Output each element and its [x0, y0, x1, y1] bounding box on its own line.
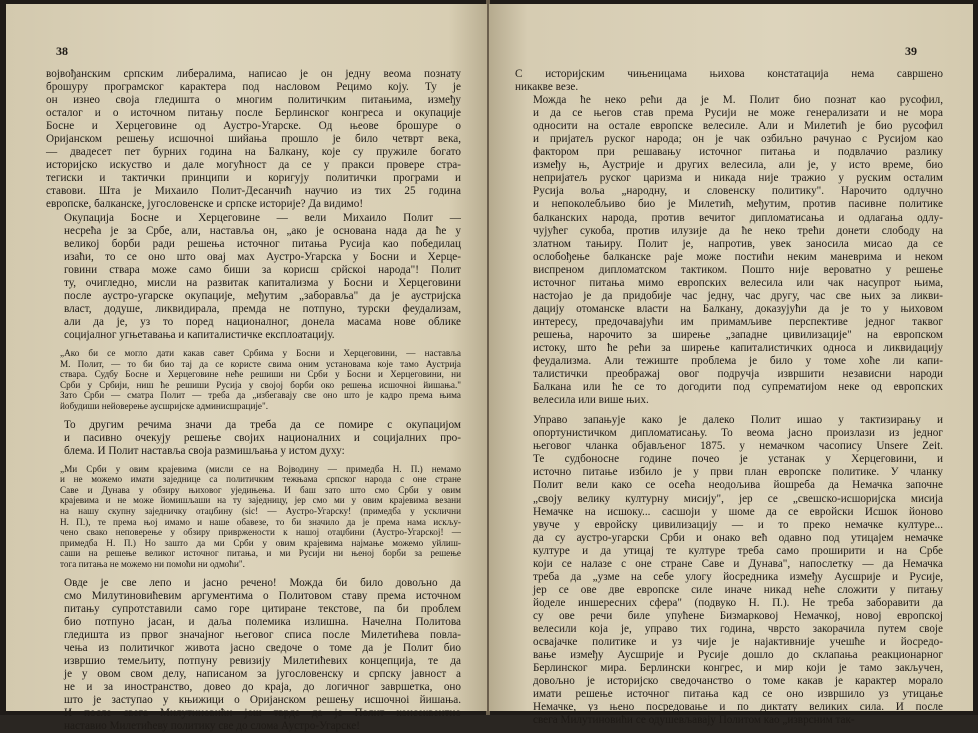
- text-line: и пријатељ руског народа; он је чак озбиљно рачунао с Русијом као: [533, 133, 943, 146]
- text-line: чено свако неповерење у обзиру привржености к нашој отаџбини (Аустро-Угарској! —: [60, 527, 461, 538]
- text-line: изаћи, то се оно што овај мах Аустро-Угарска у Босни и Херце-: [64, 250, 461, 263]
- text-line: не и за иностранство, довео до краја, до логичног завршетка, оно: [64, 681, 461, 693]
- text-line: освајачке политике и уз чије је најактивније учешће и йосредо-: [533, 636, 943, 649]
- text-line: саши на решење великог источног питања, и ми Русији ни њеној борби за решење: [60, 548, 461, 559]
- text-line: „Ми Срби у овим крајевима (мисли се на Војводину — примедба Н. П.) немамо: [60, 463, 461, 474]
- text-line: фактором при решавању источног питања и подвлачио разлику: [533, 146, 943, 159]
- text-line: балканских народа, против вечитог дипломатисања и одлагања одлу-: [533, 211, 943, 224]
- text-line: он изнео своја гледишта о многим политичким питањима, између: [46, 94, 461, 107]
- text-line: Русија воља „народну, и словенску политику". Нарочито одлучно: [533, 185, 943, 198]
- text-line: Окупација Босне и Херцеговине — вели Михаило Полит —: [64, 211, 461, 224]
- page-text: [515, 68, 943, 727]
- text-line: који се налазе с оне стране Саве и Дунава", напослетку — да Немачка: [533, 557, 943, 570]
- text-line: опортунистичком дипломатисању. То веома јасно произлази из једног: [533, 427, 943, 440]
- text-line: су ове речи биле упућене Бизмарковој Немачкој, новој европској: [533, 609, 943, 622]
- text-line: јер се ове две европске силе иначе никад неће сложити у питању: [533, 583, 943, 596]
- text-line: његовог чланка објављеног 1875. у немачком часопису Unsere Zeit.: [533, 440, 943, 453]
- text-line: велесила или више њих.: [533, 394, 649, 407]
- text-line: ослобођење балканске раје може постићи неким маневрима и неком: [533, 250, 943, 263]
- text-line: крајевима и не може йомишљаши на ту заједницу, јер смо ми у овим крајевима везани: [60, 495, 461, 506]
- text-line: и да се његов став према Русији не може генерализати и не мора: [533, 107, 943, 120]
- text-line: имати решење источног питања кад се оно извршило уз утицање: [533, 688, 943, 701]
- text-line: вање између Аусшрије и Русије дошло до склапања реакционарног: [533, 649, 943, 662]
- text-line: после аустро-угарске окупације, међутим „заборавља" да је аустријска: [64, 289, 461, 302]
- text-line: интересу, предочавајући им примамљиве перспективе једног таквог: [533, 315, 943, 328]
- text-line: источно питање избило је у први план европске политике. У чланку: [533, 466, 943, 479]
- text-line: осталог и о источном питању после Берлинског конгреса и окупације: [46, 107, 461, 120]
- text-line: културе и да утицај те културе треба само проширити и на Србе: [533, 544, 943, 557]
- text-line: и непоколебљиво био је Милетић, међутим, против пасивне политике: [533, 198, 943, 211]
- text-line: свега Милутиновићи се одушевљавају Политом као „изврсним так-: [533, 714, 855, 727]
- text-line: питању супротставили само горе цитиране текстове, па би проблем: [64, 602, 461, 615]
- text-line: био потпуно јасан, и даља полемика излишна. Начелна Политова: [64, 615, 461, 628]
- text-line: Зато Срби — сматра Полит — треба да „избегавају све оно што је кадро према њима: [60, 390, 461, 401]
- text-line: М. Полит, — то би био тај да се користе свима оним установама које тамо Аустрија: [60, 358, 461, 369]
- text-line: блема. И Полит наставља своја размишљања у истом духу:: [64, 444, 345, 457]
- text-line: И после свега Милутиновићи још тврде да је Полит консеквентно: [64, 707, 461, 720]
- text-line: Оријанском решењу исшочноі шийања прошло је било четврт века,: [46, 133, 461, 146]
- text-line: Полит вели како се осећа неодољива йошреба да Немачка започне: [533, 479, 943, 492]
- text-line: — двадесет пет бурних година на Балкану, које су пружиле богато: [46, 146, 461, 159]
- text-line: никакве везе.: [515, 81, 579, 94]
- text-line: односити на остале европске велесиле. Али и Милетић је био русофил: [533, 120, 943, 133]
- text-line: војвођанским српским либералима, написао је он једну веома познату: [46, 68, 461, 80]
- page-text: [46, 68, 461, 733]
- text-line: Можда ће неко рећи да је М. Полит био познат као русофил,: [533, 94, 943, 107]
- text-line: йобудиши нейоверење аусшријске админисшрације".: [60, 400, 269, 411]
- text-line: непријатељ руског царизма и никада није тражио у руским осталим: [533, 172, 943, 185]
- text-line: талистички преображај овог подручја извршити независни народи: [533, 368, 943, 381]
- text-line: историјско искуство и дале могућност да се у пракси провере стра-: [46, 159, 461, 172]
- left-page: [6, 4, 487, 733]
- text-line: што је заступао у књижици о Оријанском решењу исшочноі йишања.: [64, 694, 461, 707]
- text-line: наставио Милетићеву политику све до слома Аустро-Угарске!: [64, 720, 360, 733]
- body-paragraph: [46, 419, 461, 458]
- text-line: велесили која је, управо тих година, чврсто закорачила путем своје: [533, 622, 943, 635]
- body-paragraph: [515, 68, 943, 94]
- body-paragraph: [515, 94, 943, 407]
- text-line: ставови. Шта је Михаило Полит-Десанчић научио из тих 25 година: [46, 185, 461, 198]
- text-line: ствара. Судбу Босне и Херцеговине неће решиши ни Срби у Босни и Херцеговини, ни: [60, 369, 461, 380]
- text-line: Берлинског мира. Берлински конгрес, и мир који је тамо закључен,: [533, 662, 943, 675]
- footnote-paragraph: [46, 464, 461, 570]
- text-line: увуче у евройску цивилизацију — и то преко немачке културе...: [533, 518, 943, 531]
- text-line: несрећа је за Србе, али, наставља он, „ако је основана нада да ће у: [64, 224, 461, 237]
- text-line: Немачке, уз њено посредовање и по диктату великих сила. И после: [533, 701, 943, 714]
- text-line: власт, додуше, ликвидирала, премда не потпуно, турски феудализам,: [64, 302, 461, 315]
- text-line: Те судбоносне године почео је устанак у Херцеговини, и: [533, 453, 943, 466]
- text-line: „своју велику културну мисију", јер се „свешско-исшоријска мисија: [533, 492, 943, 505]
- text-line: да су аустро-угарски Срби и онако већ одавно под утицајем немачке: [533, 531, 943, 544]
- text-line: Управо запањује како је далеко Полит ишао у тактизирању и: [533, 414, 943, 427]
- footnote-paragraph: [46, 348, 461, 412]
- body-paragraph: [46, 68, 461, 212]
- text-line: феудализма. Али тежиште проблема је било у томе хоће ли капи-: [533, 355, 943, 368]
- text-line: ту, очигледно, мисли на развитак капитализма у Босни и Херцеговини: [64, 276, 461, 289]
- text-line: настојао је да придобије час једну, час другу, час све њих за ликви-: [533, 289, 943, 302]
- text-line: смо Милутиновићевим аргументима о Политовом ставу према источном: [64, 589, 461, 602]
- text-line: треба да „узме на себе улогу йосредника између Аусшрије и Русије,: [533, 570, 943, 583]
- text-line: али да је, уз то поред националног, донела масама нове облике: [64, 315, 461, 328]
- text-line: Н. П.), те према њој имамо и наше обавезе, то би значило да је према нама искљу-: [60, 516, 461, 527]
- text-line: виспреном дипломатском тактиком. Пошто није вероватно у решење: [533, 263, 943, 276]
- text-line: дацију отоманске власти на Балкану, доказујући да је то у њиховом: [533, 302, 943, 315]
- text-line: златном тањиру. Полит је, напротив, увек заносила мисао да се: [533, 237, 943, 250]
- text-line: примедба Н. П.) Но зашто да ми Срби у овим крајевима најмање можемо уйлиш-: [60, 537, 461, 548]
- text-line: брошуру програмског карактера под насловом Рецимо коју. Ту је: [46, 81, 461, 94]
- body-paragraph: [46, 212, 461, 342]
- text-line: на нашу скупну заједничку отаџбину (sic! — Аустро-Угарску! (примедба у усклични: [60, 506, 461, 517]
- text-line: Балкана или ће се то догодити под супрематијом неке од европских: [533, 381, 943, 394]
- text-line: Босне и Херцеговине од Аустро-Угарске. Од њеове брошуре о: [46, 120, 461, 133]
- text-line: То другим речима значи да треба да се помире с окупацијом: [64, 418, 461, 431]
- text-line: тога питања не можемо ни помоћи ни одмоћи".: [60, 559, 245, 570]
- text-line: је у овом свом делу, написаном за југословенску и српску јавност а: [64, 667, 461, 680]
- body-paragraph: [515, 414, 943, 727]
- text-line: тегиски и тактички принципи и коригују политички програми и: [46, 172, 461, 185]
- text-line: и пасивно очекују решење својих националних и социјалних про-: [64, 431, 461, 444]
- text-line: Саве и Дунава у обзиру њиховог уједињења. И баш зато што смо Срби у овим: [60, 484, 461, 495]
- text-line: и не можемо имати заједнице са политичким тежњама српског народа с оне стране: [60, 474, 461, 485]
- text-line: Немачке на исшоку... сасшоји у шоме да се евройски Исшок йоново: [533, 505, 943, 518]
- text-line: социјалног угњетавања и капиталистичке експлоатацију.: [64, 328, 335, 341]
- text-line: С историјским чињеницама њихова констатација нема савршено: [515, 68, 943, 80]
- text-line: решења, нарочито за ширење „западне цивилизације" на европском: [533, 328, 943, 341]
- text-line: извршио темељиту, потпуну ревизију Милетићевих концепција, те да: [64, 654, 461, 667]
- text-line: гледишта из првог значајног његовог списа после Милетићева повла-: [64, 628, 461, 641]
- text-line: говини ствара може само биши за корисш срйскоі народа"! Полит: [64, 263, 461, 276]
- text-line: чења из политичког живота јасно сведоче о томе да је Полит био: [64, 641, 461, 654]
- text-line: великој борби ради решења источног питања Русија као победилац: [64, 237, 461, 250]
- text-line: Срби у Србији, ниш ће решиши Русија у својој борби око решења исшочноі йишања.": [60, 379, 461, 390]
- page-number: 39: [905, 44, 917, 58]
- text-line: йоделе иншересних сфера" (подвуко Н. П.). Не треба заборавити да: [533, 596, 943, 609]
- text-line: европске, балканске, југословенске и српске историје? Да видимо!: [46, 198, 364, 211]
- body-paragraph: [46, 577, 461, 733]
- text-line: довољно је историјско сведочанство о томе какав је карактер морало: [533, 675, 943, 688]
- text-line: чујућег сукоба, против илузије да ће неко трећи донети слободу на: [533, 224, 943, 237]
- page-number: 38: [56, 44, 68, 58]
- text-line: источног питања мимо европских велесила или чак насупрот њима,: [533, 276, 943, 289]
- text-line: „Ако би се могло дати какав савет Србима у Босни и Херцеговини, — наставља: [60, 347, 461, 358]
- text-line: истоку, што ће рећи за ширење капиталистичких односа и ликвидацију: [533, 341, 943, 354]
- text-line: Овде је све лепо и јасно речено! Можда би било довољно да: [64, 576, 461, 589]
- right-page: [489, 4, 973, 727]
- text-line: између њ, Аустрије и других велесила, али је, у исто време, био: [533, 159, 943, 172]
